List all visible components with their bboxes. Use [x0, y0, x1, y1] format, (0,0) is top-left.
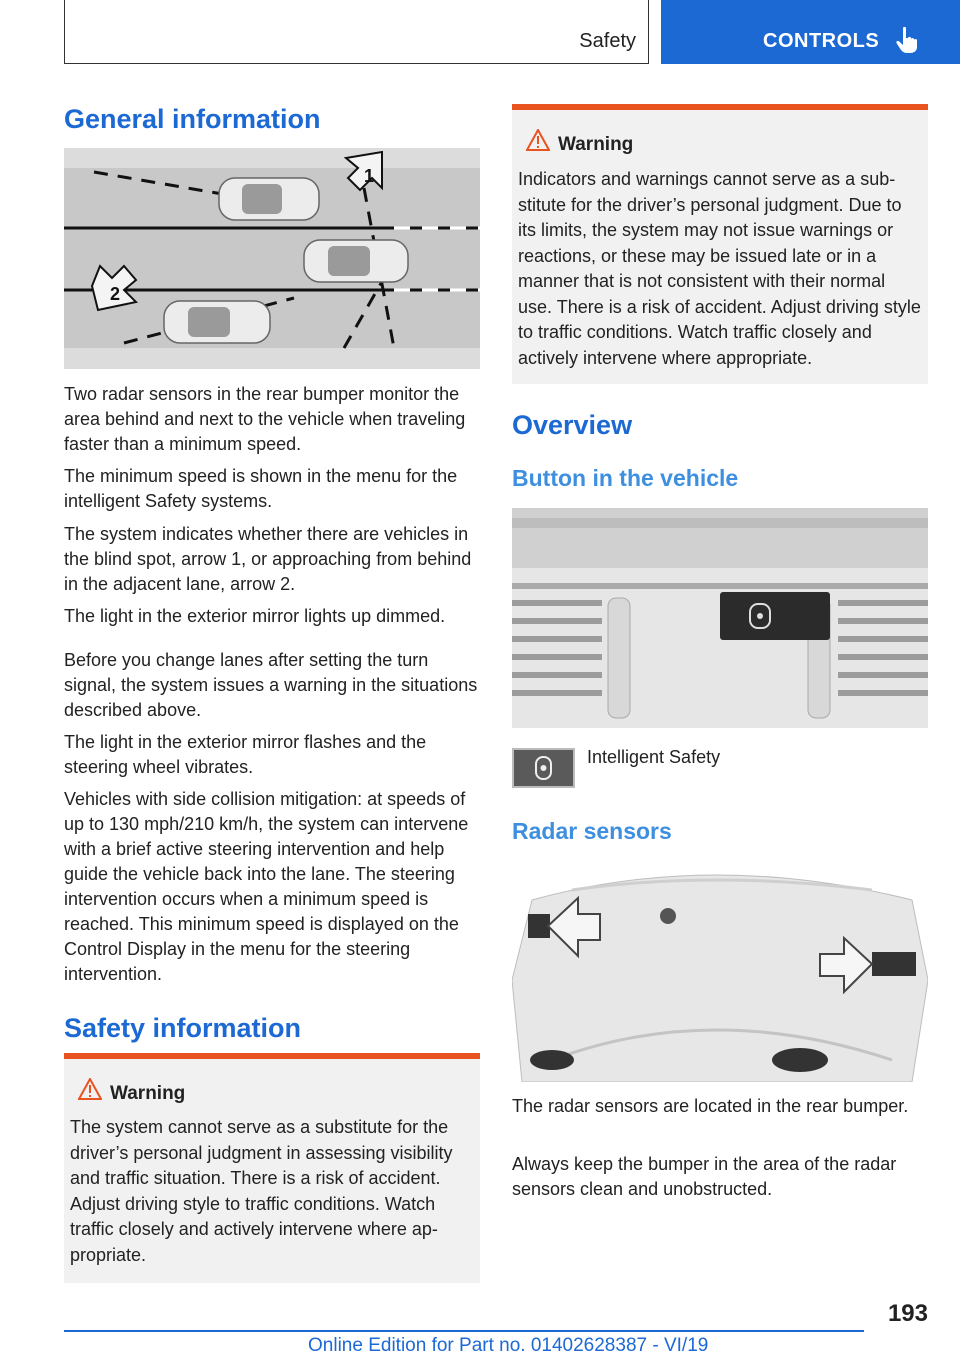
warning-box-left [64, 1053, 480, 1283]
overview-heading: Overview [512, 410, 633, 440]
paragraph-light-dimmed: The light in the exterior mirror lights up dimmed. [64, 606, 446, 626]
pointing-hand-icon [895, 26, 919, 54]
safety-information-heading: Safety information [64, 1013, 302, 1043]
lane-diagram-illustration [64, 148, 480, 369]
warning-text-left: The system cannot serve as a substitute for the driver’s personal judgment in assessing visibility and traffic situation. There is a risk of accident. Adjust driving style to traffic conditions. Watch traffic closely and actively intervene where appropriate. [70, 1117, 453, 1265]
button-in-vehicle-heading: Button in the vehicle [512, 465, 739, 491]
warning-text-right: Indicators and warnings cannot serve as a substitute for the driver’s personal judgment. Due to its limits, the system may not issue warnings or reactions, or these may be issued late or in a manner that is not consistent with their normal use. There is a risk of accident. Adjust driving style to traffic conditions. Watch traffic closely and actively intervene where appropriate. [518, 169, 921, 368]
warning-box-right [512, 104, 928, 384]
paragraph-radar-location: The radar sensors are located in the rear bumper. [512, 1096, 909, 1116]
page-number: 193 [887, 1300, 928, 1327]
console-illustration [512, 508, 928, 728]
header-chapter-tab [661, 0, 960, 64]
paragraph-minimum-speed: The minimum speed is shown in the menu for the intelligent Safety systems. [64, 466, 458, 511]
paragraph-radar-clean: Always keep the bumper in the area of the radar sensors clean and unobstructed. [512, 1154, 897, 1199]
header-chapter-label: CONTROLS [763, 30, 880, 52]
header-section-label: Safety [579, 30, 636, 52]
paragraph-mirror-flashes: The light in the exterior mirror flashes and the steering wheel vibrates. [64, 732, 427, 777]
arrow-2-label: 2 [110, 284, 121, 304]
warning-triangle-icon [526, 129, 550, 151]
radar-sensors-heading: Radar sensors [512, 818, 672, 844]
paragraph-indicates: The system indicates whether there are vehicles in the blind spot, arrow 1, or approaching from behind in the adjacent lane, arrow 2. [64, 524, 472, 594]
intelligent-safety-icon [514, 750, 573, 786]
paragraph-side-collision: Vehicles with side collision mitigation: at speeds of up to 130 mph/210 km/h, the system can intervene with a brief active steering intervention and help guide the vehicle back into the lane. The steering intervention occurs when a minimum speed is reached. This minimum speed is displayed on the Control Display in the menu for the steering intervention. [64, 789, 469, 984]
warning-title-left: Warning [110, 1083, 186, 1104]
edition-footer: Online Edition for Part no. 01402628387 - VI/19 [308, 1335, 709, 1356]
paragraph-change-lanes: Before you change lanes after setting the turn signal, the system issues a warning in the situations described above. [64, 650, 478, 720]
paragraph-radar-monitor: Two radar sensors in the rear bumper monitor the area behind and next to the vehicle when traveling faster than a minimum speed. [64, 384, 466, 454]
button-console-photo [512, 508, 928, 728]
rear-bumper-illustration [512, 860, 928, 1082]
intelligent-safety-button-icon [512, 748, 575, 788]
blind-spot-diagram [64, 148, 480, 369]
radar-sensors-photo [512, 860, 928, 1082]
warning-title-right: Warning [558, 134, 634, 155]
general-information-heading: General information [64, 104, 321, 134]
arrow-1-label: 1 [364, 166, 375, 186]
footer-rule [64, 1330, 864, 1332]
header-section-tab [64, 0, 649, 64]
intelligent-safety-caption: Intelligent Safety [587, 747, 721, 767]
warning-triangle-icon [78, 1078, 102, 1100]
